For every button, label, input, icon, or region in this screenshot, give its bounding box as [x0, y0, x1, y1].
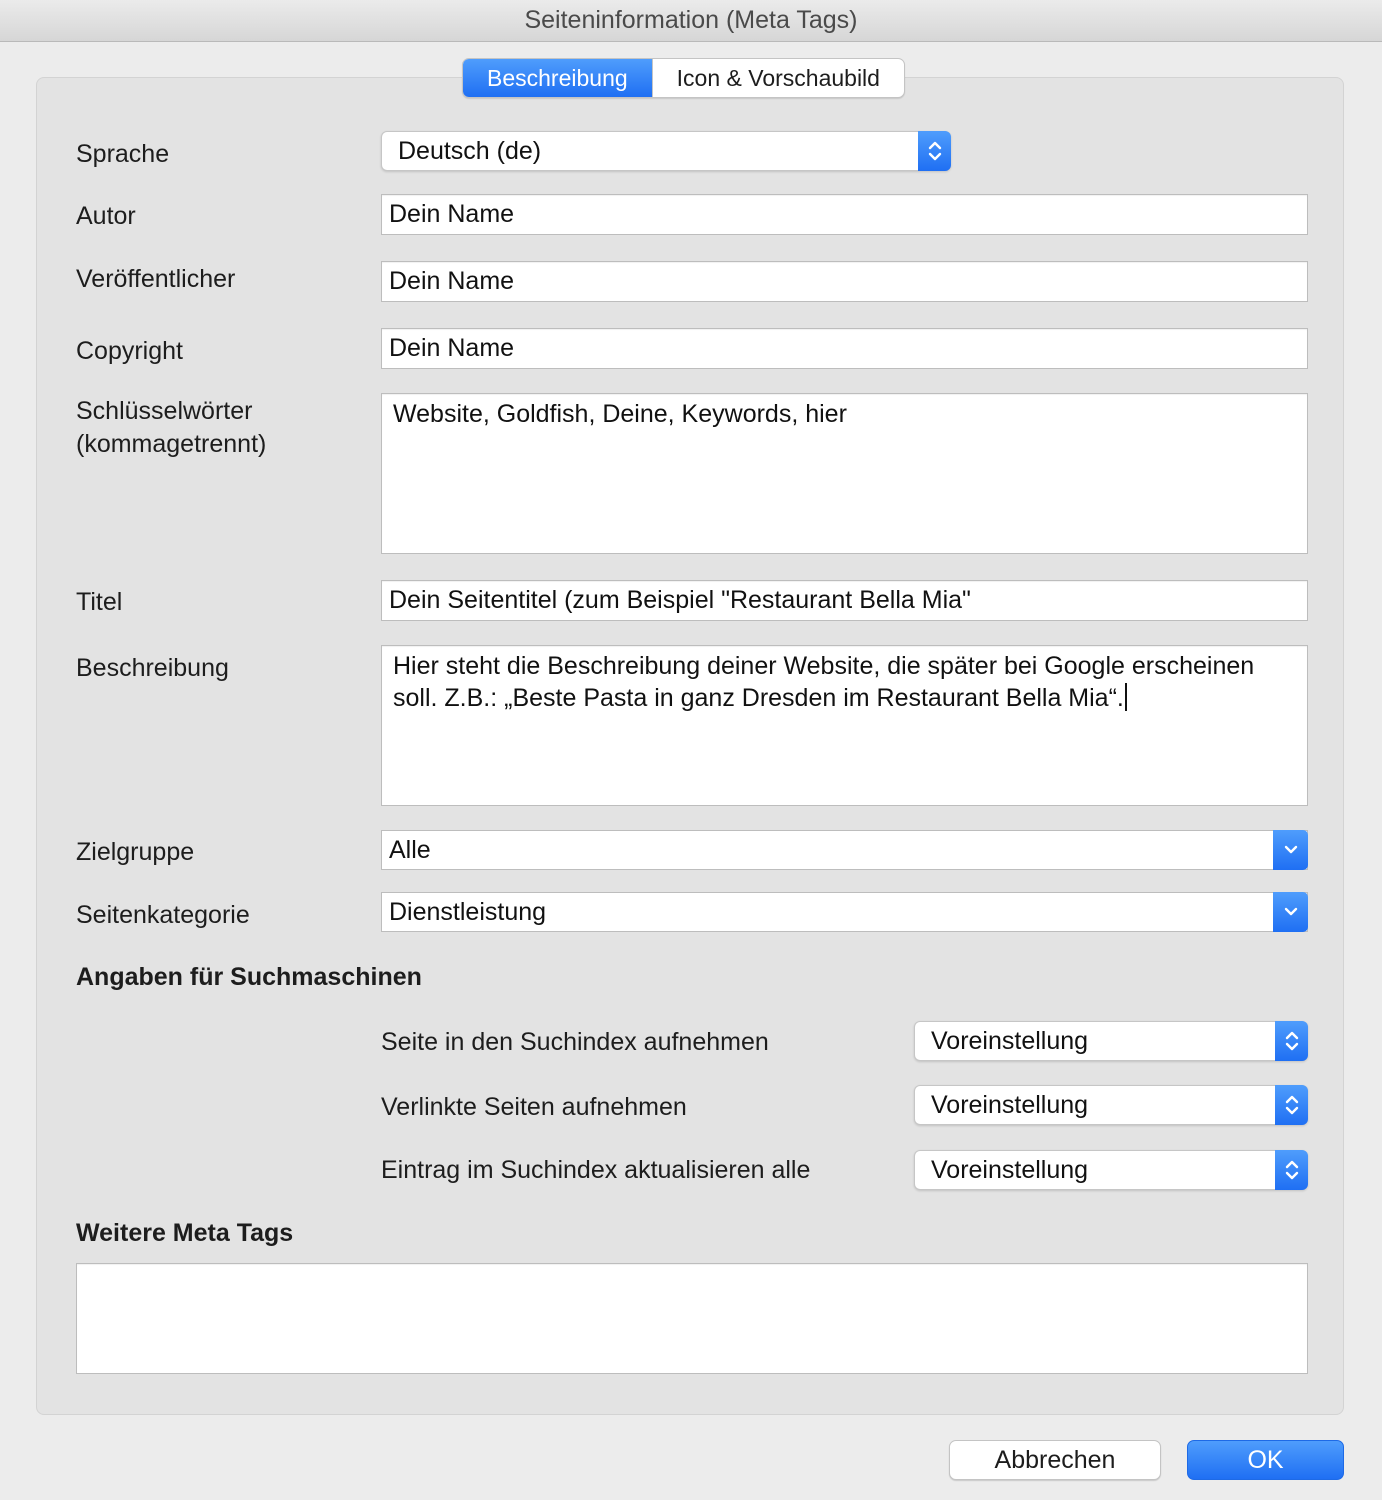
refresh-index-label: Eintrag im Suchindex aktualisieren alle: [381, 1156, 811, 1184]
search-index-label: Seite in den Suchindex aufnehmen: [381, 1028, 769, 1056]
seitenkategorie-combobox[interactable]: [381, 892, 1308, 932]
text-caret: [1125, 683, 1127, 711]
autor-label: Autor: [76, 202, 136, 230]
tab-beschreibung[interactable]: Beschreibung: [463, 59, 652, 97]
search-engines-heading: Angaben für Suchmaschinen: [76, 963, 422, 991]
schluesselwoerter-textarea[interactable]: Website, Goldfish, Deine, Keywords, hier: [381, 393, 1308, 554]
zielgruppe-label: Zielgruppe: [76, 838, 195, 866]
seitenkategorie-label: Seitenkategorie: [76, 901, 250, 929]
tab-icon-vorschaubild[interactable]: Icon & Vorschaubild: [652, 59, 904, 97]
beschreibung-text: Hier steht die Beschreibung deiner Website, die später bei Google erscheinen soll. Z.B.: „Beste Pasta in ganz Dresden im Restaurant Bella Mia“.: [393, 652, 1255, 712]
linked-pages-select[interactable]: [914, 1085, 1308, 1125]
beschreibung-label: Beschreibung: [76, 654, 229, 682]
title-bar: [0, 0, 1382, 42]
schluesselwoerter-label-line2: (kommagetrennt): [76, 430, 267, 458]
up-down-chevron-icon: [918, 131, 951, 171]
veroeffentlicher-input[interactable]: Dein Name: [381, 261, 1308, 302]
chevron-down-icon[interactable]: [1273, 892, 1308, 932]
autor-input[interactable]: Dein Name: [381, 194, 1308, 235]
veroeffentlicher-label: Veröffentlicher: [76, 265, 236, 293]
zielgruppe-combobox[interactable]: [381, 830, 1308, 870]
window-title: Seiteninformation (Meta Tags): [524, 6, 858, 34]
linked-pages-value: Voreinstellung: [931, 1090, 1089, 1119]
titel-input[interactable]: Dein Seitentitel (zum Beispiel "Restaurant Bella Mia": [381, 580, 1308, 621]
refresh-index-value: Voreinstellung: [931, 1155, 1089, 1184]
ok-button[interactable]: OK: [1187, 1440, 1344, 1480]
refresh-index-select[interactable]: [914, 1150, 1308, 1190]
linked-pages-label: Verlinkte Seiten aufnehmen: [381, 1093, 687, 1121]
schluesselwoerter-label: [76, 395, 266, 461]
more-meta-heading: Weitere Meta Tags: [76, 1219, 294, 1247]
cancel-button[interactable]: Abbrechen: [949, 1440, 1161, 1480]
up-down-chevron-icon: [1275, 1150, 1308, 1190]
titel-label: Titel: [76, 588, 123, 616]
zielgruppe-value: Alle: [389, 835, 431, 864]
sprache-value: Deutsch (de): [398, 136, 542, 165]
tab-bar: [462, 58, 905, 98]
up-down-chevron-icon: [1275, 1021, 1308, 1061]
chevron-down-icon[interactable]: [1273, 830, 1308, 870]
schluesselwoerter-label-line1: Schlüsselwörter: [76, 397, 253, 425]
copyright-input[interactable]: Dein Name: [381, 328, 1308, 369]
copyright-label: Copyright: [76, 337, 183, 365]
beschreibung-textarea[interactable]: [381, 645, 1308, 806]
seitenkategorie-value: Dienstleistung: [389, 897, 547, 926]
search-index-value: Voreinstellung: [931, 1026, 1089, 1055]
more-meta-textarea[interactable]: [76, 1263, 1308, 1374]
sprache-label: Sprache: [76, 140, 170, 168]
sprache-select[interactable]: [381, 131, 951, 171]
up-down-chevron-icon: [1275, 1085, 1308, 1125]
search-index-select[interactable]: [914, 1021, 1308, 1061]
